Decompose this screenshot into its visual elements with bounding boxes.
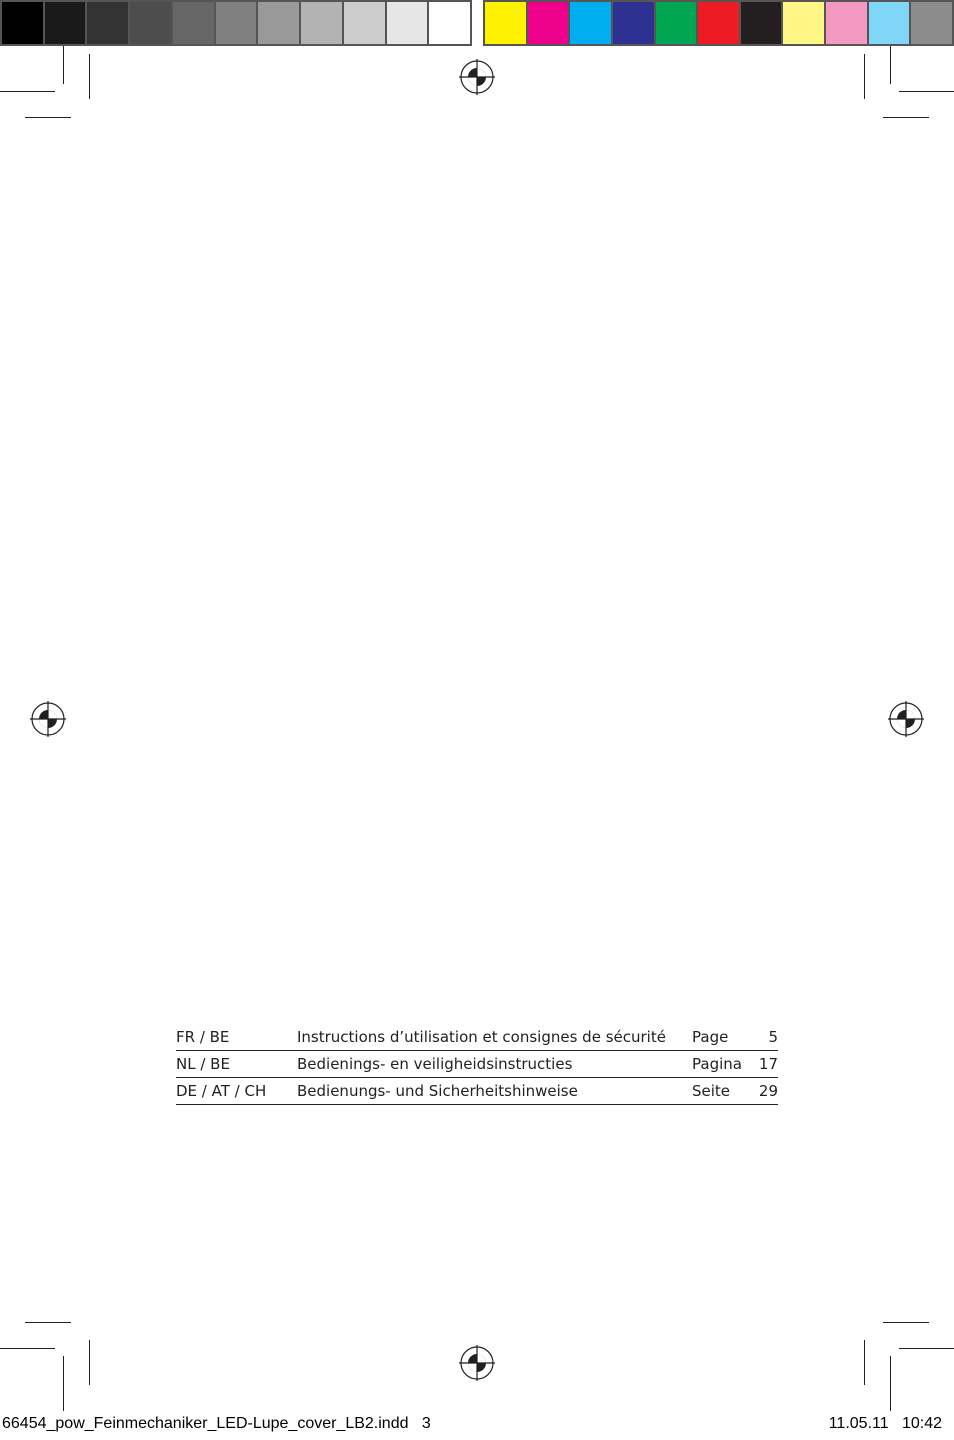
color-swatch (656, 2, 697, 44)
crop-mark (0, 1348, 55, 1349)
gray-swatch (87, 2, 128, 44)
gray-swatch (173, 2, 214, 44)
crop-mark (864, 54, 865, 99)
gray-swatch (130, 2, 171, 44)
registration-mark-icon (459, 59, 495, 95)
grayscale-color-bar (0, 0, 472, 46)
crop-mark (899, 91, 954, 92)
color-swatch (911, 2, 952, 44)
language-table-of-contents (176, 1024, 778, 1105)
crop-mark (0, 91, 55, 92)
toc-language: FR / BE (176, 1028, 230, 1046)
crop-mark (63, 1356, 64, 1411)
slug-filename: 66454_pow_Feinmechaniker_LED-Lupe_cover_LB2.indd 3 (2, 1415, 431, 1432)
crop-mark (899, 1348, 954, 1349)
toc-page-number: 29 (758, 1082, 778, 1100)
crop-mark (890, 46, 891, 84)
color-swatch (528, 2, 569, 44)
color-swatch (741, 2, 782, 44)
color-swatch (783, 2, 824, 44)
color-swatch (613, 2, 654, 44)
slug-datetime: 11.05.11 10:42 (828, 1415, 942, 1432)
crop-mark (883, 1322, 929, 1323)
crop-mark (864, 1340, 865, 1385)
toc-row[interactable] (176, 1051, 778, 1078)
color-swatch (570, 2, 611, 44)
registration-mark-icon (888, 701, 924, 737)
toc-page-number: 17 (758, 1055, 778, 1073)
gray-swatch (2, 2, 43, 44)
toc-row[interactable] (176, 1078, 778, 1105)
crop-mark (89, 1340, 90, 1385)
toc-title: Bedienings- en veiligheidsinstructies (297, 1055, 573, 1073)
toc-language: DE / AT / CH (176, 1082, 267, 1100)
crop-mark (890, 1356, 891, 1411)
crop-mark (89, 54, 90, 99)
toc-row[interactable] (176, 1024, 778, 1051)
toc-title: Bedienungs- und Sicherheitshinweise (297, 1082, 578, 1100)
registration-mark-icon (459, 1345, 495, 1381)
toc-title: Instructions d’utilisation et consignes de sécurité (297, 1028, 666, 1046)
toc-page-number: 5 (768, 1028, 778, 1046)
gray-swatch (45, 2, 86, 44)
crop-mark (25, 1322, 71, 1323)
crop-mark (25, 117, 71, 118)
toc-page-label: Pagina (692, 1055, 742, 1073)
crop-mark (883, 117, 929, 118)
toc-page-label: Seite (692, 1082, 731, 1100)
gray-swatch (387, 2, 428, 44)
gray-swatch (429, 2, 470, 44)
color-swatch (698, 2, 739, 44)
toc-page-label: Page (692, 1028, 729, 1046)
gray-swatch (216, 2, 257, 44)
toc-language: NL / BE (176, 1055, 230, 1073)
color-swatch (485, 2, 526, 44)
gray-swatch (301, 2, 342, 44)
crop-mark (63, 46, 64, 84)
color-swatch (869, 2, 910, 44)
gray-swatch (258, 2, 299, 44)
color-swatch (826, 2, 867, 44)
process-color-bar (483, 0, 954, 46)
gray-swatch (344, 2, 385, 44)
registration-mark-icon (30, 701, 66, 737)
